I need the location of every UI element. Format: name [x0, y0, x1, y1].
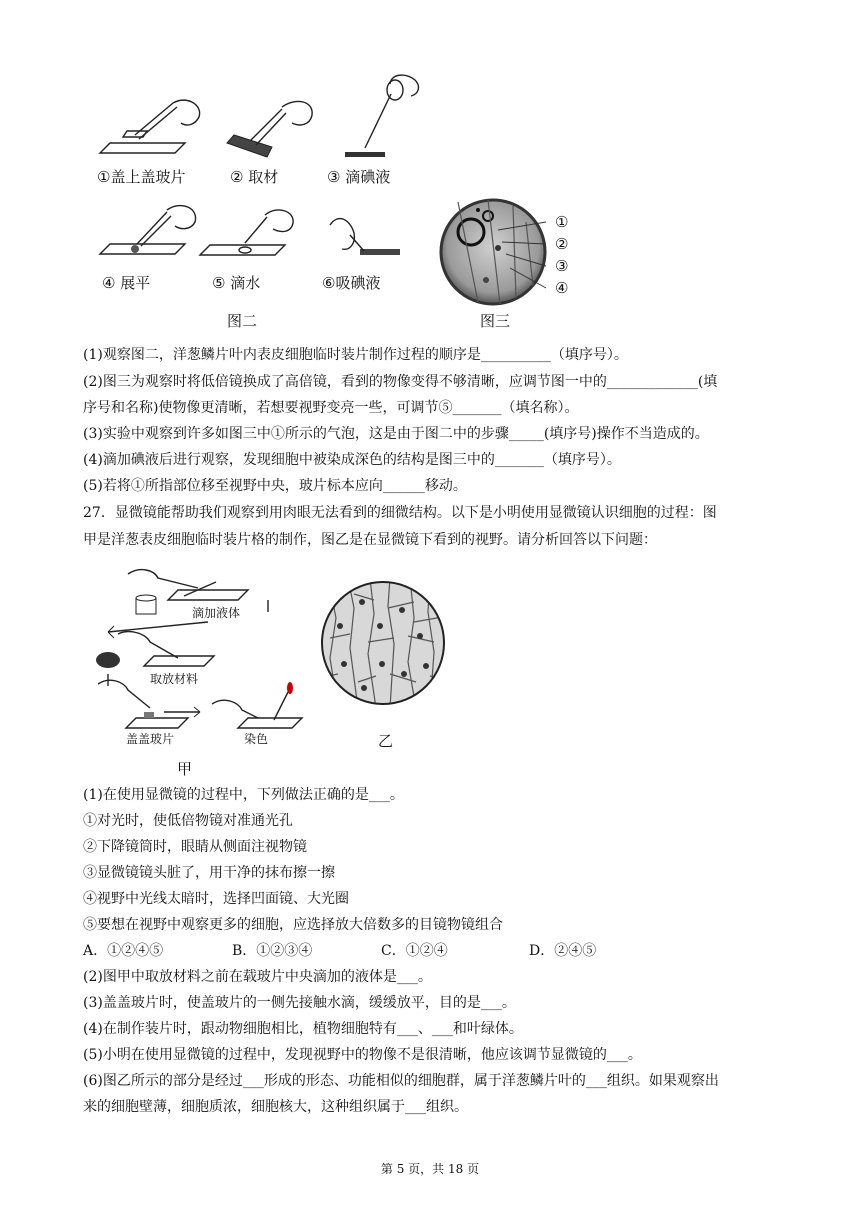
figure3-marker-2: ②: [555, 235, 569, 253]
figure-jia-label-2: 取放材料: [150, 672, 199, 686]
step1-illustration: [95, 95, 205, 160]
step6-label: ⑥吸碘液: [322, 274, 381, 292]
figure3-marker-3: ③: [555, 257, 569, 275]
q26-line-1: (1)观察图二，洋葱鳞片叶内表皮细胞临时装片制作过程的顺序是__________（填序号）。: [83, 347, 628, 363]
figure-jia-illustration: [88, 562, 328, 752]
step2-label: ② 取材: [230, 168, 279, 186]
q27-statement-1: ①对光时，使低倍物镜对准通光孔: [83, 813, 293, 829]
step1-label: ①盖上盖玻片: [97, 168, 186, 186]
q27-statement-2: ②下降镜筒时，眼睛从侧面注视物镜: [83, 839, 307, 855]
step3-illustration: [335, 72, 425, 160]
figure-jia-caption: 甲: [177, 760, 193, 778]
step6-illustration: [320, 205, 410, 263]
step3-label: ③ 滴碘液: [327, 168, 391, 186]
q26-line-2: (2)图三为观察时将低倍镜换成了高倍镜，看到的物像变得不够清晰，应调节图一中的_____________(填: [83, 374, 718, 390]
figure3-caption: 图三: [480, 312, 511, 330]
step5-label: ⑤ 滴水: [212, 274, 261, 292]
step5-illustration: [195, 205, 305, 263]
q27-statement-3: ③显微镜镜头脏了，用干净的抹布擦一擦: [83, 865, 335, 881]
q27-subquestion-1: (1)在使用显微镜的过程中，下列做法正确的是___。: [83, 787, 404, 803]
q27-subquestion-2: (2)图甲中取放材料之前在载玻片中央滴加的液体是___。: [83, 969, 432, 985]
figure-jia-label-4: 染色: [244, 732, 269, 746]
q27-statement-4: ④视野中光线太暗时，选择凹面镜、大光圈: [83, 891, 349, 907]
q26-line-5: (4)滴加碘液后进行观察，发现细胞中被染成深色的结构是图三中的_______（填序号）。: [83, 452, 621, 468]
step4-label: ④ 展平: [102, 274, 151, 292]
q27-subquestion-4: (4)在制作装片时，跟动物细胞相比，植物细胞特有___、___和叶绿体。: [83, 1021, 523, 1037]
q27-subquestion-6-cont: 来的细胞壁薄，细胞质浓，细胞核大，这种组织属于___组织。: [83, 1099, 468, 1115]
q27-statement-5: ⑤要想在视野中观察更多的细胞，应选择放大倍数多的目镜物镜组合: [83, 917, 503, 933]
step4-illustration: [95, 198, 205, 262]
figure2-caption: 图二: [227, 312, 258, 330]
step2-illustration: [222, 95, 332, 160]
option-b: B．①②③④: [232, 943, 313, 959]
option-d: D．②④⑤: [529, 943, 597, 959]
q27-subquestion-5: (5)小明在使用显微镜的过程中，发现视野中的物像不是很清晰，他应该调节显微镜的___。: [83, 1047, 642, 1063]
q26-line-3: 序号和名称)使物像更清晰，若想要视野变亮一些，可调节⑤_______（填名称）。: [83, 400, 579, 416]
option-c: C．①②④: [381, 943, 448, 959]
page-footer: 第 5 页，共 18 页: [380, 1162, 480, 1176]
q26-line-4: (3)实验中观察到许多如图三中①所示的气泡，这是由于图二中的步骤_____(填序号)操作不当造成的。: [83, 426, 709, 442]
q27-subquestion-3: (3)盖盖玻片时，使盖玻片的一侧先接触水滴，缓缓放平，目的是___。: [83, 995, 516, 1011]
figure-yi-caption: 乙: [378, 732, 394, 750]
figure-yi-onion-cells: [318, 578, 448, 708]
figure3-marker-1: ①: [555, 213, 569, 231]
option-a: A．①②④⑤: [83, 943, 164, 959]
q26-line-6: (5)若将①所指部位移至视野中央，玻片标本应向______移动。: [83, 478, 467, 494]
q27-stem-line-1: 27．显微镜能帮助我们观察到用肉眼无法看到的细微结构。以下是小明使用显微镜认识细胞的过程：图: [83, 505, 717, 521]
q27-stem-line-2: 甲是洋葱表皮细胞临时装片格的制作，图乙是在显微镜下看到的视野。请分析回答以下问题：: [83, 532, 657, 548]
figure-jia-label-1: 滴加液体: [192, 606, 241, 620]
q27-subquestion-6: (6)图乙所示的部分是经过___形成的形态、功能相似的细胞群，属于洋葱鳞片叶的___组织。如果观察出: [83, 1073, 719, 1089]
figure3-marker-4: ④: [555, 279, 569, 297]
figure-jia-label-3: 盖盖玻片: [126, 732, 175, 746]
